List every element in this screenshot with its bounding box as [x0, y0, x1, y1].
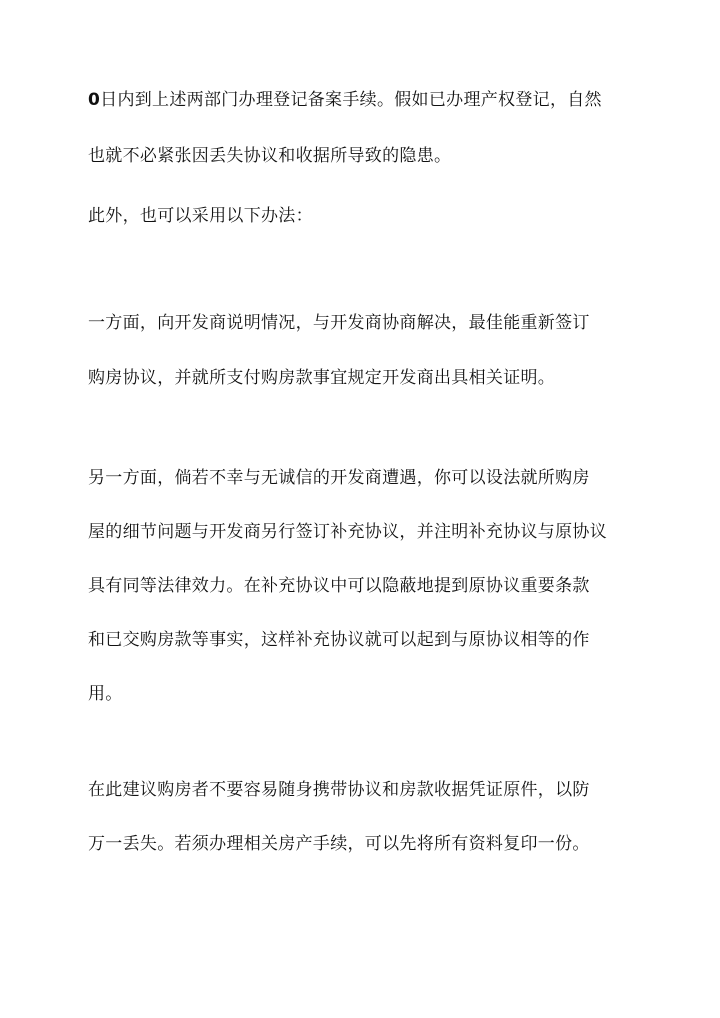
text-segment: 日内到上述两部门办理登记备案手续。假如已办理产权登记，自然 [100, 90, 602, 110]
paragraph-4-line-1: 另一方面，倘若不幸与无诚信的开发商遭遇，你可以设法就所购房 [88, 468, 590, 488]
paragraph-4-line-3: 具有同等法律效力。在补充协议中可以隐蔽地提到原协议重要条款 [88, 576, 590, 596]
paragraph-4-line-4: 和已交购房款等事实，这样补充协议就可以起到与原协议相等的作 [88, 630, 590, 650]
paragraph-5-line-2: 万一丢失。若须办理相关房产手续，可以先将所有资料复印一份。 [88, 834, 590, 854]
leading-digit: 0 [88, 90, 101, 110]
paragraph-2-line-1: 此外，也可以采用以下办法： [88, 206, 313, 226]
paragraph-5-line-1: 在此建议购房者不要容易随身携带协议和房款收据凭证原件，以防 [88, 780, 590, 800]
paragraph-1-line-2: 也就不必紧张因丢失协议和收据所导致的隐患。 [88, 146, 452, 166]
paragraph-4-line-5: 用。 [88, 684, 123, 704]
paragraph-1-line-1 [88, 88, 602, 112]
paragraph-3-line-2: 购房协议，并就所支付购房款事宜规定开发商出具相关证明。 [88, 368, 556, 388]
paragraph-3-line-1: 一方面，向开发商说明情况，与开发商协商解决，最佳能重新签订 [88, 313, 590, 333]
paragraph-4-line-2: 屋的细节问题与开发商另行签订补充协议，并注明补充协议与原协议 [88, 522, 607, 542]
